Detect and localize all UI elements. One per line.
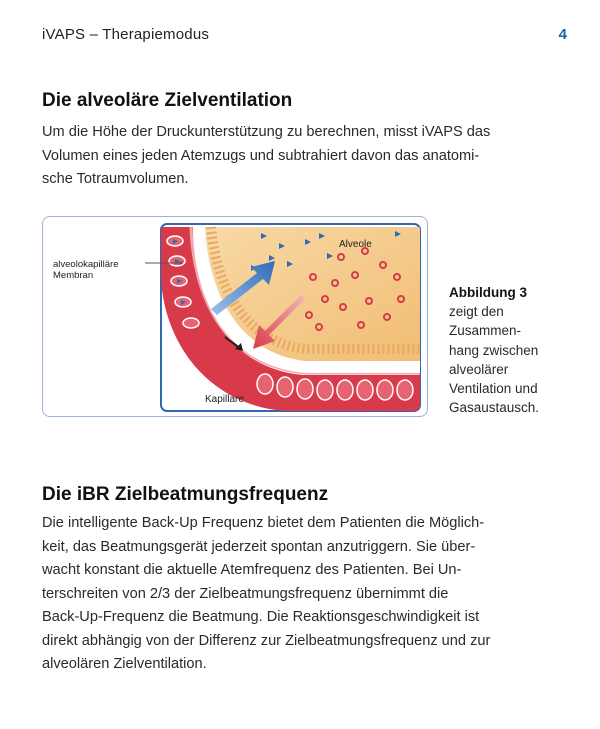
figure-caption	[449, 283, 564, 417]
figure-box	[42, 216, 428, 417]
header-title: iVAPS – Therapiemodus	[42, 26, 210, 43]
section-heading-ibr: Die iBR Zielbeatmungsfrequenz	[42, 484, 329, 505]
page-number: 4	[558, 26, 567, 43]
text-line: alveolären Zielventilation.	[42, 656, 207, 672]
section-body-zielventilation	[42, 121, 564, 192]
text-line: Die intelligente Back-Up Frequenz bietet dem Patienten die Möglich-	[42, 515, 485, 531]
text-line: terschreiten von 2/3 der Zielbeatmungsfrequenz übernimmt die	[42, 585, 449, 602]
section-heading-zielventilation: Die alveoläre Zielventilation	[42, 90, 293, 111]
text-line: Um die Höhe der Druckunterstützung zu berechnen, misst iVAPS das	[42, 124, 491, 140]
caption-line: Gasaustausch.	[449, 400, 540, 416]
label-kapillare: Kapillare	[205, 394, 244, 405]
page-header	[42, 26, 567, 43]
text-line: keit, das Beatmungsgerät jederzeit spontan anzutriggern. Sie über-	[42, 538, 476, 555]
caption-line: Zusammen-	[449, 323, 522, 339]
text-line: sche Totraumvolumen.	[42, 171, 189, 187]
text-line: Volumen eines jeden Atemzugs und subtrahiert davon das anatomi-	[42, 147, 480, 164]
caption-line: zeigt den	[449, 304, 504, 320]
text-line: wacht konstant die aktuelle Atemfrequenz des Patienten. Bei Un-	[42, 562, 462, 578]
caption-line: hang zwischen	[449, 342, 539, 358]
text-line: Back-Up-Frequenz die Beatmung. Die Reaktionsgeschwindigkeit ist	[42, 609, 480, 625]
alveole-capillary-illustration	[43, 217, 429, 418]
caption-title: Abbildung 3	[449, 285, 527, 300]
label-membrane-line2: Membran	[53, 270, 94, 281]
caption-line: Ventilation und	[449, 381, 538, 397]
text-line: direkt abhängig von der Differenz zur Zielbeatmungsfrequenz und zur	[42, 632, 491, 649]
section-body-ibr	[42, 512, 564, 677]
caption-line: alveolärer	[449, 361, 509, 377]
label-membrane-line1: alveolokapilläre	[53, 259, 119, 270]
label-alveole: Alveole	[339, 239, 372, 250]
